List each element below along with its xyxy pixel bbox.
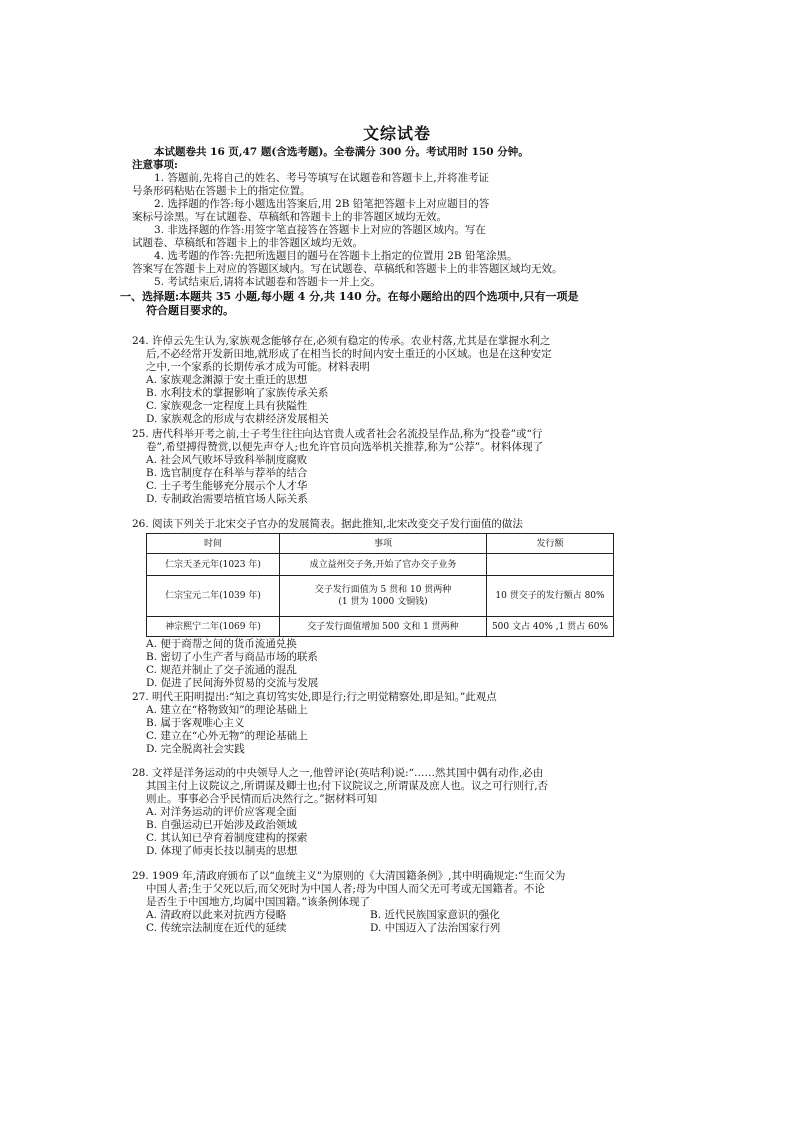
- question-25-stem: 卷”,希望搏得赞赏,以便先声夺人;也允许官员向选举机关推荐,称为“公荐”。材料体现了: [146, 441, 544, 453]
- table-cell-text: 交子发行面值为 5 贯和 10 贯两种: [314, 585, 452, 595]
- table-cell: 仁宗天圣元年(1023 年): [147, 554, 280, 576]
- question-25-option-a: A. 社会风气败坏导致科举制度腐败: [146, 454, 308, 466]
- table-cell: 500 文占 40% ,1 贯占 60%: [487, 617, 614, 637]
- question-24-stem: 24. 许倬云先生认为,家族观念能够存在,必须有稳定的传承。农业村落,尤其是在掌握水利之: [132, 335, 551, 347]
- question-29-stem: 中国人者;生于父死以后,而父死时为中国人者;母为中国人而父无可考或无国籍者。不论: [146, 883, 545, 895]
- question-28-stem: 则止。事事必合乎民情而后决然行之。”据材料可知: [146, 793, 378, 805]
- table-row: [147, 617, 614, 637]
- table-cell: 神宗熙宁二年(1069 年): [147, 617, 280, 637]
- question-29-option-c: C. 传统宗法制度在近代的延续: [146, 922, 287, 934]
- question-29-stem: 29. 1909 年,清政府颁布了以“血统主义”为原则的《大清国籍条例》,其中明确规定:“生而父为: [132, 870, 566, 882]
- question-29-option-a: A. 清政府以此来对抗西方侵略: [146, 909, 287, 921]
- table-header-amount: 发行额: [487, 534, 614, 554]
- notice-line: 答案写在答题卡上对应的答题区域内。写在试题卷、草稿纸和答题卡上的非答题区域均无效。: [132, 263, 563, 275]
- question-27-option-b: B. 属于客观唯心主义: [146, 717, 245, 729]
- notice-line: 2. 选择题的作答:每小题选出答案后,用 2B 铅笔把答题卡上对应题目的答: [154, 198, 490, 210]
- currency-table: [146, 533, 614, 637]
- question-29-stem: 是否生于中国地方,均属中国国籍。”该条例体现了: [146, 896, 370, 908]
- page-title: 文综试卷: [362, 124, 431, 143]
- question-26-option-b: B. 密切了小生产者与商品市场的联系: [146, 651, 318, 663]
- question-28-option-d: D. 体现了师夷长技以制夷的思想: [146, 845, 298, 857]
- table-header-time: 时间: [147, 534, 280, 554]
- question-27-option-a: A. 建立在“格物致知”的理论基础上: [146, 704, 308, 716]
- question-27-option-d: D. 完全脱离社会实践: [146, 743, 245, 755]
- intro-text: 本试题卷共 16 页,47 题(含选考题)。全卷满分 300 分。考试用时 150 分钟。: [154, 146, 529, 158]
- question-24-option-a: A. 家族观念渊源于安土重迁的思想: [146, 374, 308, 386]
- question-27-option-c: C. 建立在“心外无物”的理论基础上: [146, 730, 308, 742]
- question-26-option-d: D. 促进了民间海外贸易的交流与发展: [146, 677, 319, 689]
- question-29-option-b: B. 近代民族国家意识的强化: [370, 909, 500, 921]
- table-cell-multi: [280, 576, 487, 617]
- notice-line: 4. 选考题的作答:先把所选题目的题号在答题卡上指定的位置用 2B 铅笔涂黑。: [154, 250, 518, 262]
- question-28-stem: 28. 文祥是洋务运动的中央领导人之一,他曾评论(英咭利)说:“……然其国中偶有动作,必由: [132, 767, 544, 779]
- question-24-stem: 之中,一个家系的长期传承才成为可能。材料表明: [146, 361, 370, 373]
- notice-line: 试题卷、草稿纸和答题卡上的非答题区域均无效。: [132, 237, 363, 249]
- table-header-row: [147, 534, 614, 554]
- question-26-stem: 26. 阅读下列关于北宋交子官办的发展简表。据此推知,北宋改变交子发行面值的做法: [132, 518, 523, 530]
- question-24-option-c: C. 家族观念一定程度上具有狭隘性: [146, 400, 308, 412]
- notice-line: 1. 答题前,先将自己的姓名、考号等填写在试题卷和答题卡上,并将准考证: [154, 172, 490, 184]
- question-25-option-c: C. 士子考生能够充分展示个人才华: [146, 480, 308, 492]
- question-28-option-b: B. 自强运动已开始涉及政治领域: [146, 819, 297, 831]
- notice-line: 案标号涂黑。写在试题卷、草稿纸和答题卡上的非答题区域均无效。: [132, 211, 447, 223]
- table-row: [147, 576, 614, 617]
- notice-line: 3. 非选择题的作答:用签字笔直接答在答题卡上对应的答题区域内。写在: [154, 224, 486, 236]
- question-25-option-b: B. 选官制度存在科举与荐举的结合: [146, 467, 308, 479]
- question-24-stem: 后,不必经常开发新田地,就形成了在相当长的时间内安土重迁的小区域。也是在这种安定: [146, 348, 552, 360]
- table-cell: 成立益州交子务,开始了官办交子业务: [280, 554, 487, 576]
- question-27-stem: 27. 明代王阳明提出:“知之真切笃实处,即是行;行之明觉精察处,即是知。”此观点: [132, 691, 497, 703]
- question-28-option-c: C. 其认知已孕育着制度建构的探索: [146, 832, 308, 844]
- question-25-stem: 25. 唐代科举开考之前,士子考生往往向达官贵人或者社会名流投呈作品,称为“投卷”或“行: [132, 428, 543, 440]
- notice-line: 5. 考试结束后,请将本试题卷和答题卡一并上交。: [154, 276, 381, 288]
- question-24-option-b: B. 水利技术的掌握影响了家族传承关系: [146, 387, 329, 399]
- question-28-stem: 其国主付上议院议之,所谓谋及卿士也;付下议院议之,所谓谋及庶人也。议之可行则行,否: [146, 780, 549, 792]
- table-cell: [487, 554, 614, 576]
- question-26-option-a: A. 便于商帮之间的货币流通兑换: [146, 638, 297, 650]
- table-cell: 仁宗宝元二年(1039 年): [147, 576, 280, 617]
- question-29-option-d: D. 中国迈入了法治国家行列: [370, 922, 501, 934]
- notice-heading: 注意事项:: [132, 159, 178, 171]
- section-heading-cont: 符合题目要求的。: [146, 304, 234, 317]
- table-header-event: 事项: [280, 534, 487, 554]
- question-28-option-a: A. 对洋务运动的评价应客观全面: [146, 806, 297, 818]
- table-cell: 10 贯交子的发行额占 80%: [487, 576, 614, 617]
- notice-line: 号条形码粘贴在答题卡上的指定位置。: [132, 185, 311, 197]
- question-25-option-d: D. 专制政治需要培植官场人际关系: [146, 493, 308, 505]
- table-row: [147, 554, 614, 576]
- table-cell-note: (1 贯为 1000 文铜钱): [338, 597, 428, 607]
- section-heading: 一、选择题:本题共 35 小题,每小题 4 分,共 140 分。在每小题给出的四个选项中,只有一项是: [120, 290, 579, 303]
- question-26-option-c: C. 规范并制止了交子流通的混乱: [146, 664, 297, 676]
- table-cell: 交子发行面值增加 500 文和 1 贯两种: [280, 617, 487, 637]
- question-24-option-d: D. 家族观念的形成与农耕经济发展相关: [146, 413, 329, 425]
